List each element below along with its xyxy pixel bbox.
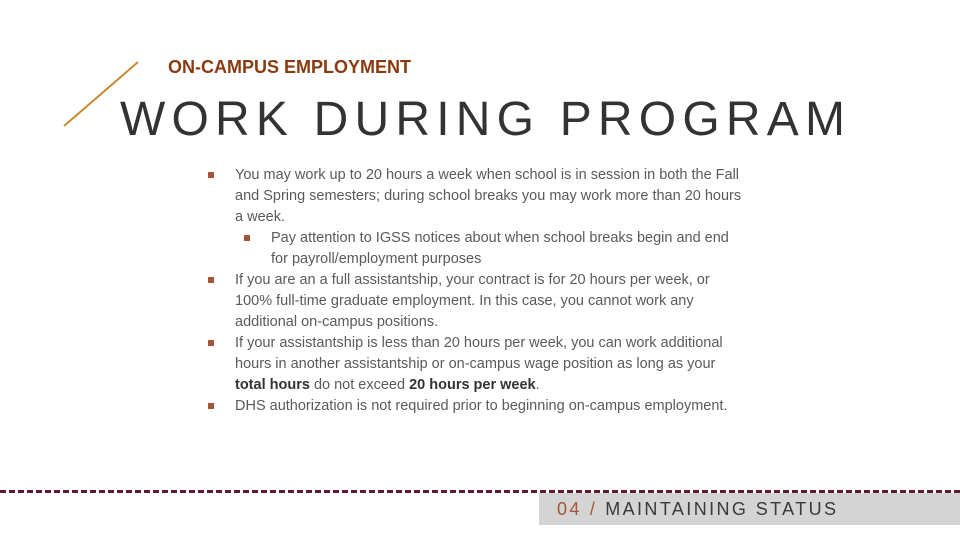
bullet-text-part: . (535, 377, 540, 393)
bullet-marker-icon (208, 172, 214, 178)
bullet-list (208, 165, 748, 417)
bullet-marker-icon (208, 403, 214, 409)
bold-total-hours: total hours (235, 377, 310, 393)
bullet-text: Pay attention to IGSS notices about when school breaks begin and end for payroll/employment purposes (271, 230, 729, 267)
footer-section-number: 04 (557, 499, 582, 519)
bold-hour-limit: 20 hours per week (409, 377, 536, 393)
bullet-text (235, 333, 748, 396)
bullet-item (208, 165, 748, 228)
bullet-item (208, 270, 748, 333)
bullet-text: DHS authorization is not required prior to beginning on-campus employment. (235, 398, 728, 414)
bullet-text-part: do not exceed (309, 377, 410, 393)
footer-section-name: MAINTAINING STATUS (605, 499, 839, 519)
bullet-text: If you are an a full assistantship, your contract is for 20 hours per week, or 100% full-time graduate employment. In this case, you cannot work any additional on-campus positions. (235, 272, 710, 330)
bullet-marker-icon (208, 340, 214, 346)
bullet-text-part: If your assistantship is less than 20 hours per week, you can work additional hours in another assistantship or on-campus wage position as long as your (235, 335, 723, 372)
bullet-marker-icon (244, 235, 250, 241)
bullet-item (208, 396, 748, 417)
slide-title: WORK DURING PROGRAM (120, 93, 852, 146)
section-kicker: ON-CAMPUS EMPLOYMENT (168, 57, 411, 77)
bullet-item (208, 333, 748, 396)
footer-section-label (539, 493, 960, 525)
sub-bullet-item (244, 228, 748, 270)
bullet-text: You may work up to 20 hours a week when school is in session in both the Fall and Spring semesters; during school breaks you may work more than 20 hours a week. (235, 167, 742, 225)
footer-separator: / (589, 499, 598, 519)
footer-text (557, 499, 838, 520)
bullet-marker-icon (208, 277, 214, 283)
